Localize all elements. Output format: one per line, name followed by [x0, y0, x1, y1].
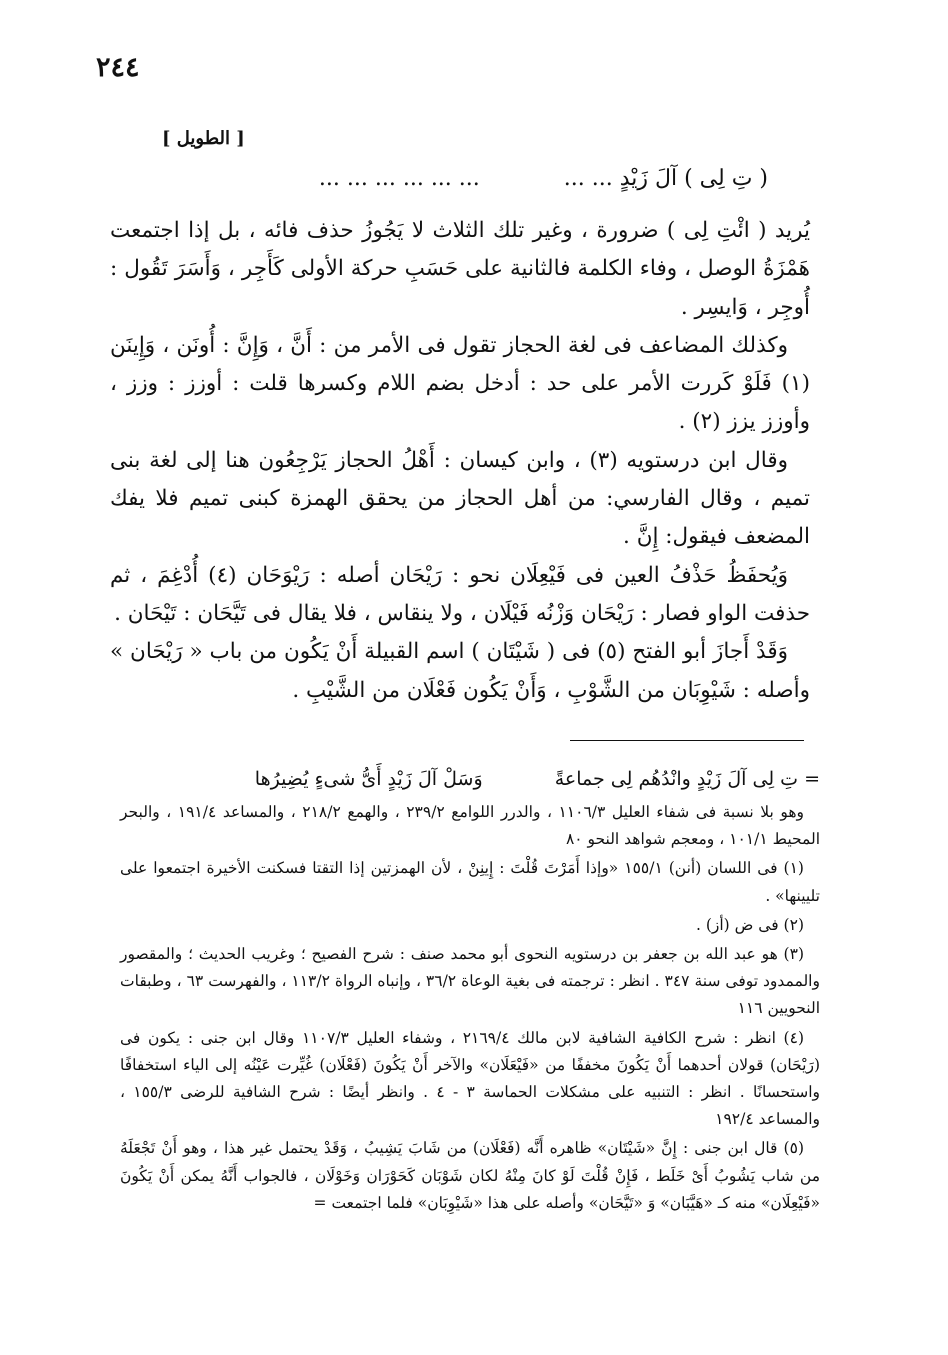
verse-second-half: ... ... ... ... ... ...: [318, 166, 480, 191]
continued-verse-second-half: وَسَلْ آلَ زَيْدٍ أَىُّ شىءٍ يُضِيرُها: [254, 768, 483, 790]
paragraph: وكذلك المضاعف فى لغة الحجاز تقول فى الأمر من : أَنَّ ، وَإِنَّ : أُونَن ، وَإِينَن (١) فَلَوْ كَررت الأمر على حد : أدخل بضم اللام وكسرها قلت : أوزز : وزز ، وأوزز يزز (٢) .: [110, 332, 810, 435]
page-number: ٢٤٤: [96, 52, 140, 83]
footnotes: [120, 763, 820, 1219]
paragraph: وقال ابن درستويه (٣) ، وابن كيسان : أَهْلُ الحجاز يَرْجِعُون هنا إلى لغة بنى تميم ، وقال الفارسي: من أهل الحجاز من يحقق الهمزة كبنى تميم فلا يفك المضعف فيقول: إِنَّ .: [110, 447, 810, 550]
footnote-divider: [570, 740, 804, 741]
footnote-4: (٤) انظر : شرح الكافية الشافية لابن مالك ٢١٦٩/٤ ، وشفاء العليل ١١٠٧/٣ وقال ابن جنى : يكون فى (رَيْحَان) قولان أحدهما أَنْ يَكُونَ مخففًا من «فَيْعَلَان» والآخر أَنْ يَكُونَ (فَعْلَان) غُيِّرت عَيْنُه إلى الياء استخفافًا واستحسانًا . انظر : التنبيه على مشكلات الحماسة ٣ - ٤ . وانظر أيضًا : شرح الشافية للرضى ١٥٥/٣ ، والمساعد ١٩٢/٤: [120, 1028, 820, 1129]
paragraph: يُريد ( ائْتِ لِى ) ضرورة ، وغير تلك الثلاث لا يَجُوزُ حذف فائه ، بل إذا اجتمعت هَمْزَةُ الوصل ، وفاء الكلمة فالثانية على حَسَبِ حركة الأولى كَأَجِر ، وَأَسَرَ تَقُول : أُوجِر ، وَايسِر .: [110, 218, 810, 320]
footnote-5: (٥) قال ابن جنى : إِنَّ «شَيْتَان» ظاهره أَنَّه (فَعْلَان) من شَابَ يَشِيبُ ، وَقَدْ يحتمل غير هذا ، وهو أَنْ تَجْعَلَهُ من شاب يَشُوبُ أَىْ خَلَط ، فَإِنْ قُلْتَ لَوْ كانَ مِنْهُ لكان شَوْبَان كَحَوْرَان وَخَوْلَان ، فالجواب أَنَّهُ يمكن أَنْ يَكُونَ «فَيْعِلَان» منه كـ «هَيَّبَان» وَ «تَيَّحَان» وأصله على هذا «شَيْوِبَان» فلما اجتمعت =: [120, 1139, 820, 1212]
verse-line: [128, 166, 768, 191]
footnote-3: (٣) هو عبد الله بن جعفر بن درستويه النحوى أبو محمد صنف : شرح الفصيح ؛ وغريب الحديث ؛ والمقصور والممدود توفى سنة ٣٤٧ . انظر : ترجمته فى بغية الوعاة ٣٦/٢ ، وإنباه الرواة ١١٣/٢ ، والفهرست ٦٣ ، وطبقات النحويين ١١٦: [120, 945, 820, 1018]
paragraph: وَقَدْ أَجازَ أبو الفتح (٥) فى ( شَيْتَان ) اسم القبيلة أَنْ يَكُون من باب « رَيْحَان » وأصله : شَيْوِبَان من الشَّوْبِ ، وَأَنْ يَكُون فَعْلَان من الشَّيْبِ .: [110, 639, 810, 703]
footnote-continued-note: وهو بلا نسبة فى شفاء العليل ١١٠٦/٣ ، والدرر اللوامع ٢٣٩/٢ ، والهمع ٢١٨/٢ ، والمساعد ١٩١/٤ ، والبحر المحيط ١٠١/١ ، ومعجم شواهد النحو ٨٠: [120, 803, 820, 849]
main-text: [110, 212, 810, 710]
footnote-2: (٢) فى ض (أز) .: [695, 915, 804, 934]
footnote-continued-verse: [120, 763, 820, 795]
meter-label: [ الطويل ]: [162, 128, 245, 149]
continued-verse-first-half: = تِ لِى آلَ زَيْدٍ وانْدُهُم لِى جماعةً: [554, 768, 820, 790]
paragraph: وَيُحفَظُ حَذْفُ العين فى فَيْعِلَان نحو : رَيْحَان أصله : رَيْوَحَان (٤) أُدْغِمَ ، ثم حذفت الواو فصار : رَيْحَان وَزْنُه فَيْلَان ، ولا ينقاس ، فلا يقال فى تَيَّحَان : تَيْحَان .: [110, 562, 810, 626]
verse-first-half: ( تِ لِى ) آلَ زَيْدٍ ... ...: [563, 166, 768, 191]
footnote-1: (١) فى اللسان (أنن) ١٥٥/١ «وإذا أَمَرْتَ قُلْتَ : إِينِنْ ، لأن الهمزتين إذا التقتا فسكنت الأخيرة اجتمعوا على تليينها» .: [120, 859, 820, 905]
